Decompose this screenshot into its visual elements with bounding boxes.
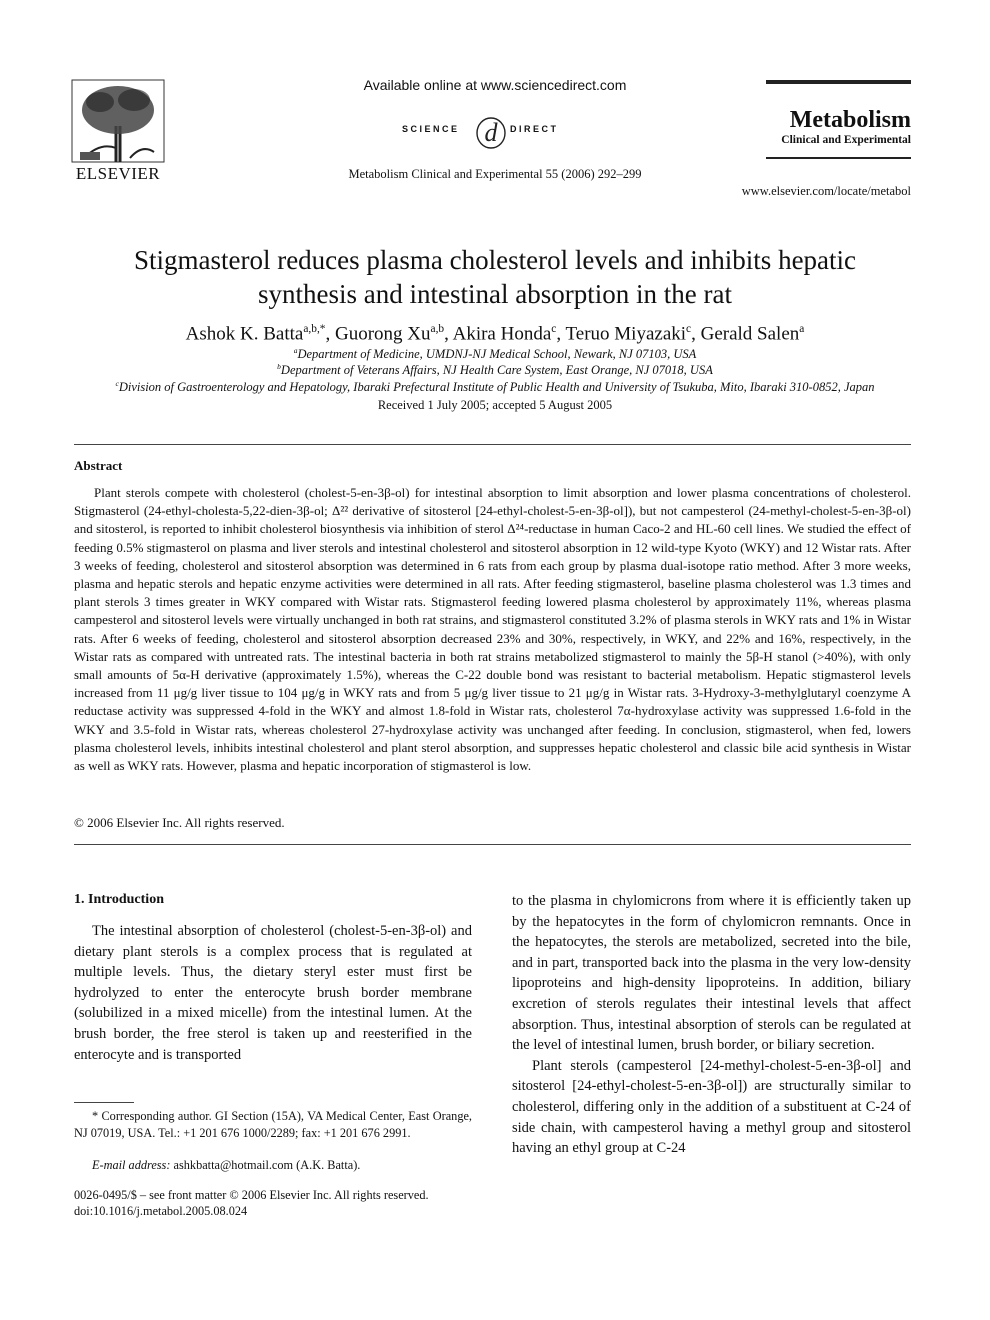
intro-column-right	[512, 891, 911, 1159]
elsevier-tree-icon	[70, 78, 166, 164]
sd-right-text: DIRECT	[510, 124, 559, 134]
author-separator: ,	[325, 323, 335, 345]
author-separator: ,	[691, 323, 701, 345]
author-affiliation-sup: a	[799, 323, 805, 335]
sciencedirect-d-icon	[474, 112, 508, 152]
author-name[interactable]: Ashok K. Batta	[185, 323, 304, 345]
available-online-link[interactable]: Available online at www.sciencedirect.com	[363, 77, 627, 93]
doi-link[interactable]: doi:10.1016/j.metabol.2005.08.024	[74, 1204, 248, 1218]
author-name[interactable]: Akira Honda	[452, 323, 552, 345]
affiliation-sup: a	[293, 346, 298, 355]
affiliation-text: Department of Veterans Affairs, NJ Health Care System, East Orange, NJ 07018, USA	[280, 363, 713, 378]
divider-top	[74, 444, 911, 445]
journal-rule-bottom	[766, 157, 911, 159]
intro-paragraph-right-1: to the plasma in chylomicrons from where it is efficiently taken up by the hepatocytes in the form of chylomicron remnants. Once in the hepatocytes, the sterols are metabolized, secreted into the bile, and in part, transported back into the plasma in the very low-density lipoproteins and high-density lipoproteins. In addition, biliary excretion of sterols regulates their intestinal levels that affect absorption. Thus, intestinal absorption of sterols can be regulated at the level of intestinal lumen, brush border, or biliary secretion.	[512, 893, 911, 1054]
author-affiliation-sup: a,b,*	[303, 323, 326, 335]
author-affiliation-sup: a,b	[430, 323, 445, 335]
email-link[interactable]: ashkbatta@hotmail.com (A.K. Batta).	[170, 1158, 361, 1172]
journal-name: Metabolism	[789, 107, 911, 133]
affiliation-c	[45, 379, 945, 395]
journal-citation: Metabolism Clinical and Experimental 55 (2006) 292–299	[348, 167, 642, 181]
issn-line: 0026-0495/$ – see front matter © 2006 Elsevier Inc. All rights reserved.	[74, 1188, 429, 1202]
author-affiliation-sup: c	[551, 323, 557, 335]
affiliation-text: Division of Gastroenterology and Hepatology, Ibaraki Prefectural Institute of Public Health and University of Tsukuba, Mito, Ibaraki 310-0852, Japan	[118, 380, 875, 395]
affiliation-a	[45, 346, 945, 362]
publisher-wordmark: ELSEVIER	[75, 164, 161, 183]
sd-mark-letter: d	[484, 118, 498, 147]
received-dates: Received 1 July 2005; accepted 5 August 2005	[377, 398, 613, 412]
author-separator: ,	[556, 323, 566, 345]
title-line-1: Stigmasterol reduces plasma cholesterol levels and inhibits hepatic	[133, 245, 857, 275]
abstract-body: Plant sterols compete with cholesterol (cholest-5-en-3β-ol) for intestinal absorption to limit absorption and lower plasma concentrations of cholesterol. Stigmasterol (24-ethyl-cholesta-5,22-dien-3β-ol; Δ²² derivative of sitosterol [24-ethyl-cholest-5-en-3β-ol]), but not campesterol (24-methyl-cholest-5-en-3β-ol) and sitosterol, is reported to inhibit cholesterol biosynthesis via inhibition of sterol Δ²⁴-reductase in human Caco-2 and HL-60 cell lines. We studied the effect of feeding 0.5% stigmasterol on plasma and liver sterols and intestinal cholesterol and sitosterol absorption in 12 wild-type Kyoto (WKY) and 12 Wistar rats. After 3 weeks of feeding, cholesterol and sitosterol absorption was determined in 6 rats from each group by plasma dual-isotope ratio method. After 3 more weeks, plasma and hepatic sterols and hepatic enzyme activities were determined in all rats. After feeding stigmasterol, baseline plasma cholesterol was 1.3 times and plant sterols 3 times greater in WKY compared with Wistar rats. Stigmasterol feeding lowered plasma cholesterol by approximately 11%, whereas plasma campesterol and sitosterol levels were virtually unchanged in both rat strains, and stigmasterol constituted 3.2% of plasma sterols in WKY rats and 1% in Wistar rats. After 6 weeks of feeding, cholesterol and sitosterol absorption decreased 23% and 30%, respectively, in WKY, and 22% and 16%, respectively, in the Wistar rats as compared with untreated rats. The intestinal bacteria in both rat strains metabolized stigmasterol to mainly the 5β-H stanol (>40%), with only small amounts of 5α-H derivative (approximately 1.5%), whereas the C-22 double bond was resistant to bacterial metabolism. Hepatic stigmasterol levels increased from 11 μg/g liver tissue to 104 μg/g in WKY rats and from 5 μg/g liver tissue to 21 μg/g in Wistar rats. 3-Hydroxy-3-methylglutaryl coenzyme A reductase activity was suppressed 4-fold in the WKY and almost 1.8-fold in Wistar rats, cholesterol 7α-hydroxylase activity was suppressed 1.6-fold in the WKY and 3.5-fold in Wistar rats, whereas cholesterol 27-hydroxylase activity was unchanged after feeding. In conclusion, stigmasterol, when fed, lowers plasma cholesterol levels, inhibits intestinal cholesterol and plant sterol absorption, and suppresses hepatic cholesterol and classic bile acid synthesis in Wistar as well as WKY rats. However, plasma and hepatic incorporation of stigmasterol is low.	[74, 485, 911, 774]
affiliation-sup: b	[277, 362, 281, 371]
author-list	[80, 316, 910, 347]
section-heading-introduction: 1. Introduction	[74, 892, 164, 907]
affiliation-text: Department of Medicine, UMDNJ-NJ Medical School, Newark, NJ 07103, USA	[297, 347, 697, 362]
abstract-heading: Abstract	[74, 458, 123, 473]
elsevier-logo	[70, 78, 166, 183]
affiliation-sup: c	[115, 379, 119, 388]
footnote-rule	[74, 1102, 134, 1103]
footnote-email	[92, 1158, 360, 1173]
journal-subtitle: Clinical and Experimental	[781, 134, 911, 146]
author-name[interactable]: Teruo Miyazaki	[565, 323, 687, 345]
intro-paragraph-right-2: Plant sterols (campesterol [24-methyl-cholest-5-en-3β-ol] and sitosterol [24-ethyl-cholest-5-en-3β-ol]) are structurally similar to cholesterol, differing only in the addition of a substituent at C-24 of side chain, with campesterol having a methyl group and sitosterol having an ethyl group at C-24	[512, 1057, 911, 1157]
intro-paragraph-left: The intestinal absorption of cholesterol (cholest-5-en-3β-ol) and dietary plant sterols is a complex process that is regulated at multiple levels. Thus, the dietary steryl ester must first be hydrolyzed to enter the enterocyte brush border membrane (solubilized in a mixed micelle) from the intestinal lumen. At the brush border, the free sterol is taken up and reesterified in the enterocyte and is transported	[74, 923, 472, 1063]
sciencedirect-logo	[398, 112, 588, 154]
journal-rule-top	[766, 80, 911, 84]
email-label: E-mail address:	[92, 1158, 171, 1172]
article-title	[80, 243, 910, 311]
divider-bottom	[74, 844, 911, 845]
journal-url-link[interactable]: www.elsevier.com/locate/metabol	[741, 184, 911, 198]
author-affiliation-sup: c	[686, 323, 692, 335]
title-line-2: synthesis and intestinal absorption in the rat	[258, 279, 732, 309]
author-separator: ,	[444, 323, 453, 345]
author-name[interactable]: Guorong Xu	[335, 323, 431, 345]
author-name[interactable]: Gerald Salen	[700, 323, 800, 345]
footnote-corresponding-author: * Corresponding author. GI Section (15A), VA Medical Center, East Orange, NJ 07019, USA. Tel.: +1 201 676 1000/2289; fax: +1 201 676 2991.	[74, 1109, 472, 1140]
sd-left-text: SCIENCE	[402, 124, 460, 134]
abstract-copyright: © 2006 Elsevier Inc. All rights reserved.	[74, 815, 285, 830]
affiliation-b	[45, 362, 945, 378]
